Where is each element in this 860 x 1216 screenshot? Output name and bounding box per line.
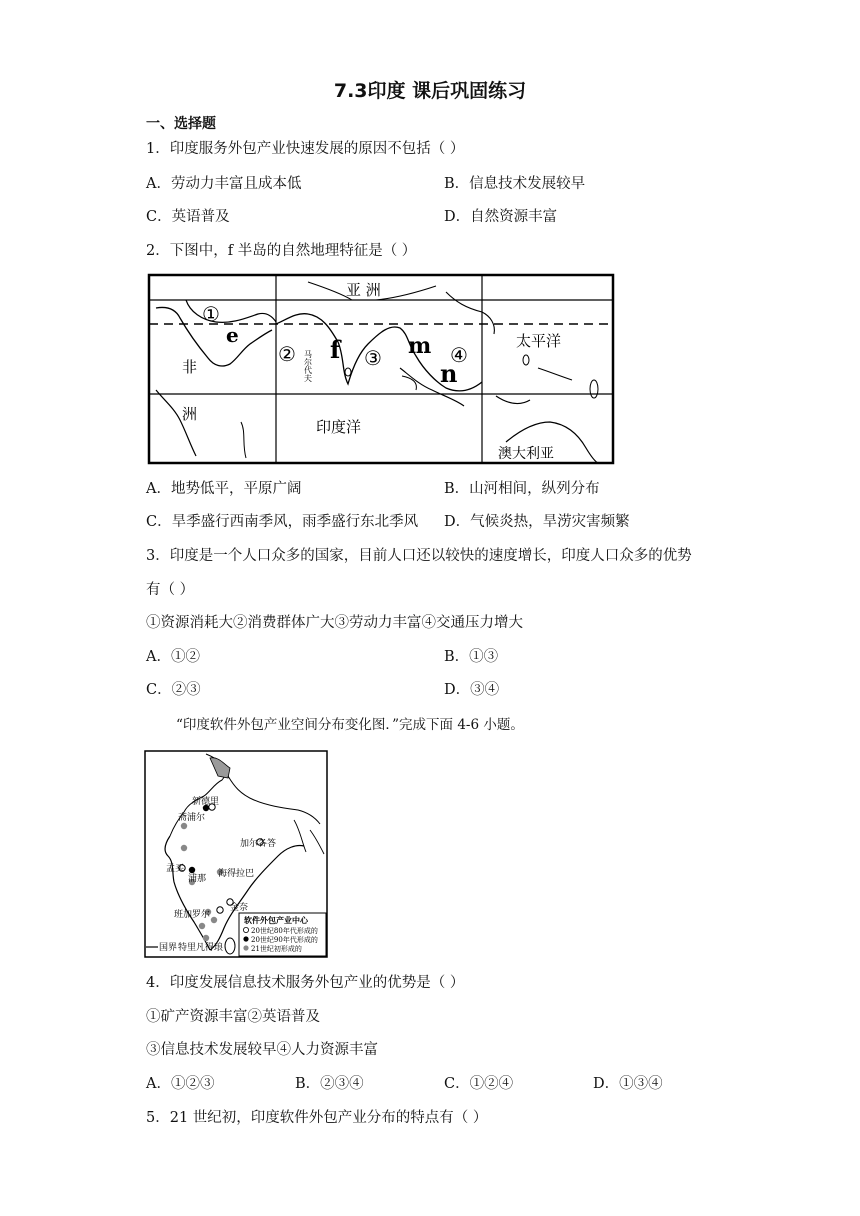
indian-ocean-label: 印度洋 [316,418,362,436]
city-trivandrum: 特里凡得琅 [178,943,224,953]
q4-stem: 4．印度发展信息技术服务外包产业的优势是（ ） [146,975,465,991]
south-asia-map [146,272,616,470]
africa-label-2: 洲 [182,405,198,423]
q2-option-b: B．山河相间，纵列分布 [444,481,600,497]
label-m: m [408,333,432,359]
australia-label: 澳大利亚 [498,446,554,462]
africa-label-1: 非 [182,358,198,376]
pacific-label: 太平洋 [516,332,562,350]
q2-stem: 2．下图中，f 半岛的自然地理特征是（ ） [146,243,417,259]
asia-label: 亚 洲 [346,281,381,299]
q4-statements-2: ③信息技术发展较早④人力资源丰富 [146,1042,378,1058]
group-intro: “印度软件外包产业空间分布变化图．”完成下面 4-6 小题。 [176,717,524,733]
legend-21c: 21世纪初形成的 [251,945,302,953]
q4-option-d: D．①③④ [593,1076,663,1092]
legend-80s: 20世纪80年代形成的 [251,927,318,935]
q3-option-b: B．①③ [444,649,499,665]
city-jaipur: 斋浦尔 [178,813,206,823]
legend-90s: 20世纪90年代形成的 [251,936,318,944]
q3-option-d: D．③④ [444,682,500,698]
marker-2: ② [278,342,296,366]
q1-option-a: A．劳动力丰富且成本低 [146,176,302,192]
label-f: f [330,335,341,364]
india-outsourcing-map [144,750,328,962]
q4-statements-1: ①矿产资源丰富②英语普及 [146,1009,320,1025]
border-legend: 国界 [159,943,178,953]
q1-stem: 1．印度服务外包产业快速发展的原因不包括（ ） [146,141,465,157]
q2-option-c: C．旱季盛行西南季风，雨季盛行东北季风 [146,514,419,530]
city-chennai: 金奈 [230,903,249,913]
city-pune: 浦那 [188,874,207,884]
marker-1: ① [202,302,220,326]
q4-option-a: A．①②③ [146,1076,215,1092]
city-hyderabad: 海得拉巴 [218,869,255,879]
city-mumbai: 孟买 [166,864,185,874]
q3-stem-line-1: 3．印度是一个人口众多的国家，目前人口还以较快的速度增长，印度人口众多的优势 [146,548,692,564]
city-new-delhi: 新德里 [192,797,220,807]
q1-option-b: B．信息技术发展较早 [444,176,586,192]
maldives-label: 马尔代夫 [303,350,313,382]
marker-3: ③ [364,346,382,370]
q1-option-c: C．英语普及 [146,209,230,225]
q3-option-c: C．②③ [146,682,201,698]
q3-stem-line-2: 有（ ） [146,582,195,598]
city-bangalore: 班加罗尔 [174,910,211,920]
q5-stem: 5．21 世纪初，印度软件外包产业分布的特点有（ ） [146,1110,488,1126]
city-kolkata: 加尔各答 [240,839,277,849]
q4-option-c: C．①②④ [444,1076,514,1092]
q2-option-d: D．气候炎热，旱涝灾害频繁 [444,514,630,530]
q3-option-a: A．①② [146,649,200,665]
legend-title: 软件外包产业中心 [244,915,308,925]
page-title: 7.3印度 课后巩固练习 [333,80,527,102]
q1-option-d: D．自然资源丰富 [444,209,558,225]
q3-statements: ①资源消耗大②消费群体广大③劳动力丰富④交通压力增大 [146,615,523,631]
q2-option-a: A．地势低平，平原广阔 [146,481,302,497]
label-n: n [440,359,458,388]
marker-4: ④ [450,343,468,367]
q4-option-b: B．②③④ [295,1076,364,1092]
label-e: e [226,323,239,347]
section-heading: 一、选择题 [146,116,216,132]
